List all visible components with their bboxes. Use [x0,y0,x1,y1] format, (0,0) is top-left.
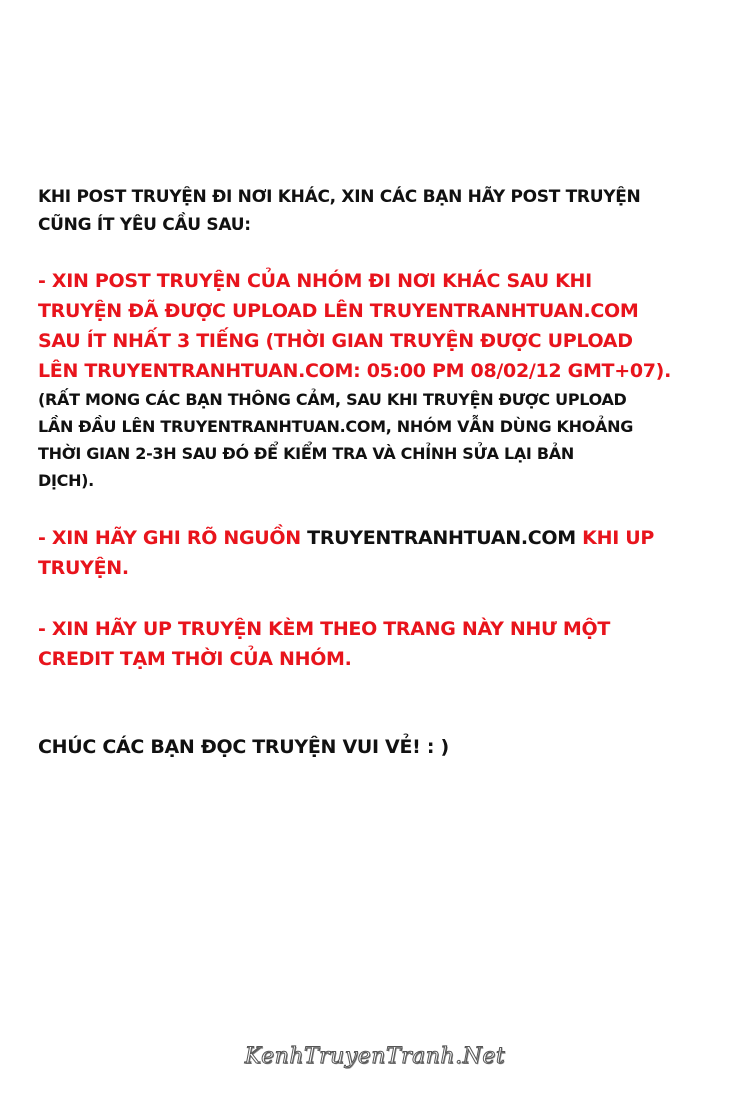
rule-post-delay-note: (RẤT MONG CÁC BẠN THÔNG CẢM, SAU KHI TRUYỆN ĐƯỢC UPLOAD LẦN ĐẦU LÊN TRUYENTRANHTUAN.COM, NHÓM VẪN DÙNG KHOẢNG THỜI GIAN 2-3H SAU ĐÓ ĐỂ KIỂM TRA VÀ CHỈNH SỬA LẠI BẢN DỊCH). [38,390,634,490]
intro-line-1: KHI POST TRUYỆN ĐI NƠI KHÁC, XIN CÁC BẠN HÃY POST TRUYỆN [38,187,641,207]
rule-include-credit-page: - XIN HÃY UP TRUYỆN KÈM THEO TRANG NÀY NHƯ MỘT CREDIT TẠM THỜI CỦA NHÓM. [38,618,611,670]
rule-post-delay: - XIN POST TRUYỆN CỦA NHÓM ĐI NƠI KHÁC SAU KHI TRUYỆN ĐÃ ĐƯỢC UPLOAD LÊN TRUYENTRANHTUAN.COM SAU ÍT NHẤT 3 TIẾNG (THỜI GIAN TRUYỆN ĐƯỢC UPLOAD LÊN TRUYENTRANHTUAN.COM: 05:00 PM 08/02/12 GMT+07). [38,270,671,382]
intro-line-2: CŨNG ÍT YÊU CẦU SAU: [38,215,251,235]
rule-cite-source [38,523,738,583]
rule-cite-source-prefix: - XIN HÃY GHI RÕ NGUỒN [38,527,308,549]
closing-message: CHÚC CÁC BẠN ĐỌC TRUYỆN VUI VẺ! : ) [38,736,449,758]
intro-paragraph [38,183,738,239]
rule-cite-source-suffix: KHI UP TRUYỆN. [38,527,655,579]
source-site-name: TRUYENTRANHTUAN.COM [307,527,576,549]
site-watermark: KenhTruyenTranh.Net [244,1044,506,1069]
